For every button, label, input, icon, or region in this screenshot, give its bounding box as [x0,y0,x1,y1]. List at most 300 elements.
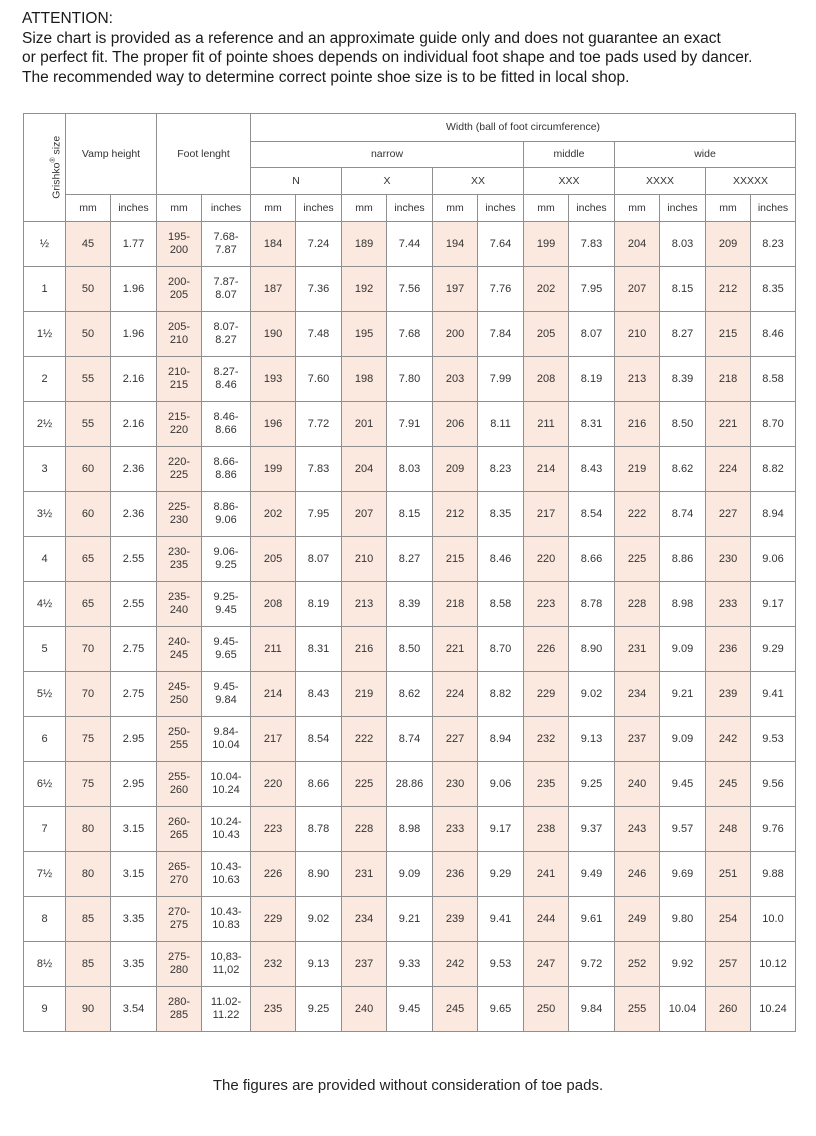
table-cell: 8.15 [660,267,706,312]
table-cell: 240 [342,987,387,1032]
size-cell: 7 [24,807,66,852]
table-cell: 9.92 [660,942,706,987]
table-cell: 236 [433,852,478,897]
size-cell: 5½ [24,672,66,717]
table-cell: 8.78 [296,807,342,852]
unit-inches-header: inches [751,195,796,222]
table-cell: 10.43- 10.83 [202,897,251,942]
table-cell: 8.31 [296,627,342,672]
table-cell: 9.53 [751,717,796,762]
table-cell: 224 [433,672,478,717]
size-cell: 8½ [24,942,66,987]
vamp-height-header: Vamp height [66,114,157,195]
table-cell: 10.43- 10.63 [202,852,251,897]
table-cell: 8.50 [387,627,433,672]
unit-inches-header: inches [478,195,524,222]
width-xxxxx: XXXXX [706,168,796,195]
table-cell: 9.02 [569,672,615,717]
table-cell: 9.45- 9.84 [202,672,251,717]
table-cell: 251 [706,852,751,897]
table-cell: 230 [433,762,478,807]
unit-mm-header: mm [342,195,387,222]
table-cell: 250 [524,987,569,1032]
table-cell: 50 [66,312,111,357]
table-cell: 196 [251,402,296,447]
table-cell: 208 [251,582,296,627]
table-cell: 229 [251,897,296,942]
table-cell: 8.07 [569,312,615,357]
table-cell: 9.80 [660,897,706,942]
table-cell: 238 [524,807,569,852]
table-cell: 240- 245 [157,627,202,672]
table-cell: 234 [342,897,387,942]
table-cell: 80 [66,852,111,897]
table-row [24,492,796,537]
table-cell: 11.02- 11.22 [202,987,251,1032]
table-cell: 221 [706,402,751,447]
table-cell: 245 [433,987,478,1032]
table-cell: 220 [251,762,296,807]
table-row [24,897,796,942]
width-x: X [342,168,433,195]
table-cell: 8.74 [387,717,433,762]
table-cell: 8.39 [660,357,706,402]
table-cell: 7.48 [296,312,342,357]
table-cell: 9.17 [751,582,796,627]
table-cell: 8.70 [751,402,796,447]
table-cell: 193 [251,357,296,402]
width-xx: XX [433,168,524,195]
table-cell: 232 [524,717,569,762]
table-cell: 210- 215 [157,357,202,402]
table-cell: 8.78 [569,582,615,627]
table-row [24,582,796,627]
table-cell: 275- 280 [157,942,202,987]
table-cell: 210 [342,537,387,582]
table-cell: 219 [615,447,660,492]
table-cell: 60 [66,492,111,537]
table-cell: 9.69 [660,852,706,897]
table-cell: 209 [706,222,751,267]
table-cell: 8.66 [569,537,615,582]
table-cell: 8.50 [660,402,706,447]
table-cell: 65 [66,537,111,582]
chart-body [24,222,796,1032]
table-cell: 8.86- 9.06 [202,492,251,537]
width-xxx: XXX [524,168,615,195]
table-cell: 10.04 [660,987,706,1032]
table-cell: 260 [706,987,751,1032]
table-cell: 187 [251,267,296,312]
table-cell: 228 [615,582,660,627]
table-cell: 10.12 [751,942,796,987]
table-cell: 3.15 [111,807,157,852]
table-cell: 8.98 [387,807,433,852]
table-cell: 55 [66,402,111,447]
table-cell: 7.95 [296,492,342,537]
unit-inches-header: inches [202,195,251,222]
table-cell: 9.29 [478,852,524,897]
table-cell: 7.36 [296,267,342,312]
table-row [24,717,796,762]
table-cell: 8.66- 8.86 [202,447,251,492]
table-cell: 242 [706,717,751,762]
table-row [24,852,796,897]
table-cell: 204 [342,447,387,492]
table-cell: 202 [524,267,569,312]
table-cell: 201 [342,402,387,447]
table-cell: 9.61 [569,897,615,942]
table-cell: 1.77 [111,222,157,267]
table-cell: 10,83- 11,02 [202,942,251,987]
table-cell: 7.24 [296,222,342,267]
attention-line: The recommended way to determine correct pointe shoe size is to be fitted in local shop. [22,68,630,86]
table-cell: 9.25 [296,987,342,1032]
table-cell: 65 [66,582,111,627]
width-group-narrow: narrow [251,142,524,168]
table-cell: 244 [524,897,569,942]
table-row [24,267,796,312]
table-cell: 9.09 [387,852,433,897]
table-cell: 70 [66,627,111,672]
table-cell: 223 [251,807,296,852]
width-xxxx: XXXX [615,168,706,195]
table-cell: 204 [615,222,660,267]
table-row [24,942,796,987]
table-cell: 9.65 [478,987,524,1032]
table-cell: 207 [615,267,660,312]
attention-notice [22,9,812,87]
table-cell: 229 [524,672,569,717]
unit-inches-header: inches [569,195,615,222]
unit-row [24,195,796,222]
table-cell: 9.49 [569,852,615,897]
attention-line: Size chart is provided as a reference and an approximate guide only and does not guarantee an exact [22,29,721,47]
table-cell: 10.24- 10.43 [202,807,251,852]
table-cell: 245- 250 [157,672,202,717]
size-cell: 4 [24,537,66,582]
table-row [24,627,796,672]
table-cell: 9.29 [751,627,796,672]
table-cell: 220 [524,537,569,582]
table-cell: 8.39 [387,582,433,627]
footer-note: The figures are provided without consideration of toe pads. [212,1077,604,1094]
table-cell: 195 [342,312,387,357]
table-row [24,762,796,807]
table-cell: 228 [342,807,387,852]
table-cell: 7.84 [478,312,524,357]
table-cell: 235 [524,762,569,807]
table-cell: 9.88 [751,852,796,897]
table-cell: 260- 265 [157,807,202,852]
table-cell: 7.95 [569,267,615,312]
table-cell: 7.68- 7.87 [202,222,251,267]
table-cell: 9.53 [478,942,524,987]
table-cell: 216 [615,402,660,447]
size-cell: 2 [24,357,66,402]
table-cell: 80 [66,807,111,852]
table-cell: 9.17 [478,807,524,852]
table-cell: 230- 235 [157,537,202,582]
table-cell: 211 [524,402,569,447]
table-cell: 241 [524,852,569,897]
table-cell: 8.03 [387,447,433,492]
table-cell: 8.19 [569,357,615,402]
size-cell: 6½ [24,762,66,807]
table-cell: 9.45 [660,762,706,807]
table-cell: 8.19 [296,582,342,627]
table-cell: 184 [251,222,296,267]
table-cell: 236 [706,627,751,672]
table-cell: 217 [251,717,296,762]
size-chart-table [23,113,796,1032]
table-cell: 9.13 [569,717,615,762]
table-cell: 249 [615,897,660,942]
table-cell: 8.74 [660,492,706,537]
table-cell: 192 [342,267,387,312]
table-cell: 8.62 [660,447,706,492]
table-cell: 205- 210 [157,312,202,357]
table-cell: 9.21 [387,897,433,942]
table-cell: 221 [433,627,478,672]
table-cell: 9.06 [478,762,524,807]
table-cell: 218 [706,357,751,402]
table-cell: 255 [615,987,660,1032]
table-cell: 245 [706,762,751,807]
table-row [24,447,796,492]
size-cell: 3½ [24,492,66,537]
size-cell: 4½ [24,582,66,627]
table-cell: 1.96 [111,312,157,357]
unit-mm-header: mm [615,195,660,222]
table-cell: 222 [342,717,387,762]
table-cell: 9.84 [569,987,615,1032]
table-cell: 9.56 [751,762,796,807]
table-cell: 8.27 [387,537,433,582]
table-cell: 8.15 [387,492,433,537]
table-cell: 7.64 [478,222,524,267]
size-cell: 8 [24,897,66,942]
unit-inches-header: inches [296,195,342,222]
table-cell: 257 [706,942,751,987]
table-cell: 55 [66,357,111,402]
size-cell: 7½ [24,852,66,897]
table-cell: 226 [524,627,569,672]
table-cell: 7.99 [478,357,524,402]
table-row [24,357,796,402]
table-cell: 3.54 [111,987,157,1032]
table-cell: 3.35 [111,897,157,942]
table-cell: 215- 220 [157,402,202,447]
attention-title: ATTENTION: [22,10,113,27]
table-cell: 218 [433,582,478,627]
table-cell: 7.44 [387,222,433,267]
table-cell: 60 [66,447,111,492]
table-cell: 85 [66,897,111,942]
table-cell: 222 [615,492,660,537]
table-cell: 8.43 [296,672,342,717]
table-cell: 45 [66,222,111,267]
table-cell: 246 [615,852,660,897]
table-cell: 189 [342,222,387,267]
table-cell: 10.0 [751,897,796,942]
table-cell: 195- 200 [157,222,202,267]
table-cell: 90 [66,987,111,1032]
unit-inches-header: inches [111,195,157,222]
table-cell: 70 [66,672,111,717]
table-cell: 213 [615,357,660,402]
table-cell: 8.31 [569,402,615,447]
table-cell: 216 [342,627,387,672]
table-cell: 235- 240 [157,582,202,627]
table-cell: 254 [706,897,751,942]
size-cell: 1½ [24,312,66,357]
table-cell: 8.07- 8.27 [202,312,251,357]
table-row [24,402,796,447]
table-cell: 8.54 [569,492,615,537]
width-group-wide: wide [615,142,796,168]
table-cell: 237 [342,942,387,987]
table-cell: 9.09 [660,627,706,672]
table-cell: 8.54 [296,717,342,762]
table-cell: 7.87- 8.07 [202,267,251,312]
size-cell: 1 [24,267,66,312]
table-cell: 227 [433,717,478,762]
table-cell: 8.90 [569,627,615,672]
table-cell: 9.06- 9.25 [202,537,251,582]
table-cell: 2.16 [111,402,157,447]
table-cell: 2.75 [111,672,157,717]
table-cell: 211 [251,627,296,672]
table-cell: 208 [524,357,569,402]
table-cell: 3.15 [111,852,157,897]
table-cell: 2.36 [111,447,157,492]
table-cell: 213 [342,582,387,627]
table-cell: 8.27- 8.46 [202,357,251,402]
table-cell: 205 [251,537,296,582]
table-cell: 223 [524,582,569,627]
unit-mm-header: mm [157,195,202,222]
table-cell: 214 [524,447,569,492]
table-cell: 190 [251,312,296,357]
table-cell: 248 [706,807,751,852]
table-cell: 225 [342,762,387,807]
table-cell: 9.13 [296,942,342,987]
table-cell: 8.23 [751,222,796,267]
table-cell: 199 [251,447,296,492]
table-cell: 212 [433,492,478,537]
table-cell: 233 [706,582,751,627]
table-cell: 200- 205 [157,267,202,312]
table-cell: 8.90 [296,852,342,897]
table-cell: 50 [66,267,111,312]
table-row [24,537,796,582]
table-cell: 8.43 [569,447,615,492]
table-cell: 9.45- 9.65 [202,627,251,672]
table-cell: 225- 230 [157,492,202,537]
table-cell: 8.62 [387,672,433,717]
unit-mm-header: mm [433,195,478,222]
table-cell: 225 [615,537,660,582]
table-cell: 9.41 [751,672,796,717]
foot-length-header: Foot lenght [157,114,251,195]
table-cell: 247 [524,942,569,987]
table-cell: 8.03 [660,222,706,267]
table-cell: 231 [615,627,660,672]
table-cell: 239 [706,672,751,717]
table-cell: 8.35 [478,492,524,537]
size-cell: 5 [24,627,66,672]
table-cell: 8.82 [751,447,796,492]
unit-mm-header: mm [524,195,569,222]
table-cell: 7.76 [478,267,524,312]
table-cell: 10.04- 10.24 [202,762,251,807]
table-cell: 8.46- 8.66 [202,402,251,447]
unit-mm-header: mm [66,195,111,222]
table-cell: 233 [433,807,478,852]
table-cell: 2.95 [111,762,157,807]
table-cell: 194 [433,222,478,267]
table-cell: 237 [615,717,660,762]
table-cell: 240 [615,762,660,807]
table-cell: 219 [342,672,387,717]
table-cell: 9.06 [751,537,796,582]
table-cell: 198 [342,357,387,402]
table-cell: 265- 270 [157,852,202,897]
table-cell: 1.96 [111,267,157,312]
table-cell: 2.55 [111,537,157,582]
table-cell: 9.84- 10.04 [202,717,251,762]
table-cell: 9.21 [660,672,706,717]
size-cell: ½ [24,222,66,267]
table-cell: 255- 260 [157,762,202,807]
attention-line: or perfect fit. The proper fit of pointe shoes depends on individual foot shape and toe pads used by dancer. [22,49,753,66]
table-cell: 8.70 [478,627,524,672]
table-cell: 231 [342,852,387,897]
table-cell: 7.68 [387,312,433,357]
table-cell: 7.72 [296,402,342,447]
table-cell: 9.45 [387,987,433,1032]
table-cell: 8.11 [478,402,524,447]
table-row [24,807,796,852]
width-group-middle: middle [524,142,615,168]
table-cell: 207 [342,492,387,537]
table-row [24,672,796,717]
table-cell: 8.46 [478,537,524,582]
table-cell: 203 [433,357,478,402]
table-cell: 2.75 [111,627,157,672]
table-cell: 232 [251,942,296,987]
table-cell: 210 [615,312,660,357]
table-cell: 3.35 [111,942,157,987]
table-cell: 242 [433,942,478,987]
table-cell: 199 [524,222,569,267]
unit-inches-header: inches [387,195,433,222]
table-cell: 8.82 [478,672,524,717]
table-cell: 243 [615,807,660,852]
table-cell: 8.98 [660,582,706,627]
table-cell: 9.37 [569,807,615,852]
table-cell: 9.25 [569,762,615,807]
table-cell: 224 [706,447,751,492]
table-cell: 9.09 [660,717,706,762]
table-cell: 8.58 [751,357,796,402]
table-cell: 9.25- 9.45 [202,582,251,627]
table-cell: 2.55 [111,582,157,627]
size-cell: 6 [24,717,66,762]
table-cell: 7.91 [387,402,433,447]
table-cell: 250- 255 [157,717,202,762]
